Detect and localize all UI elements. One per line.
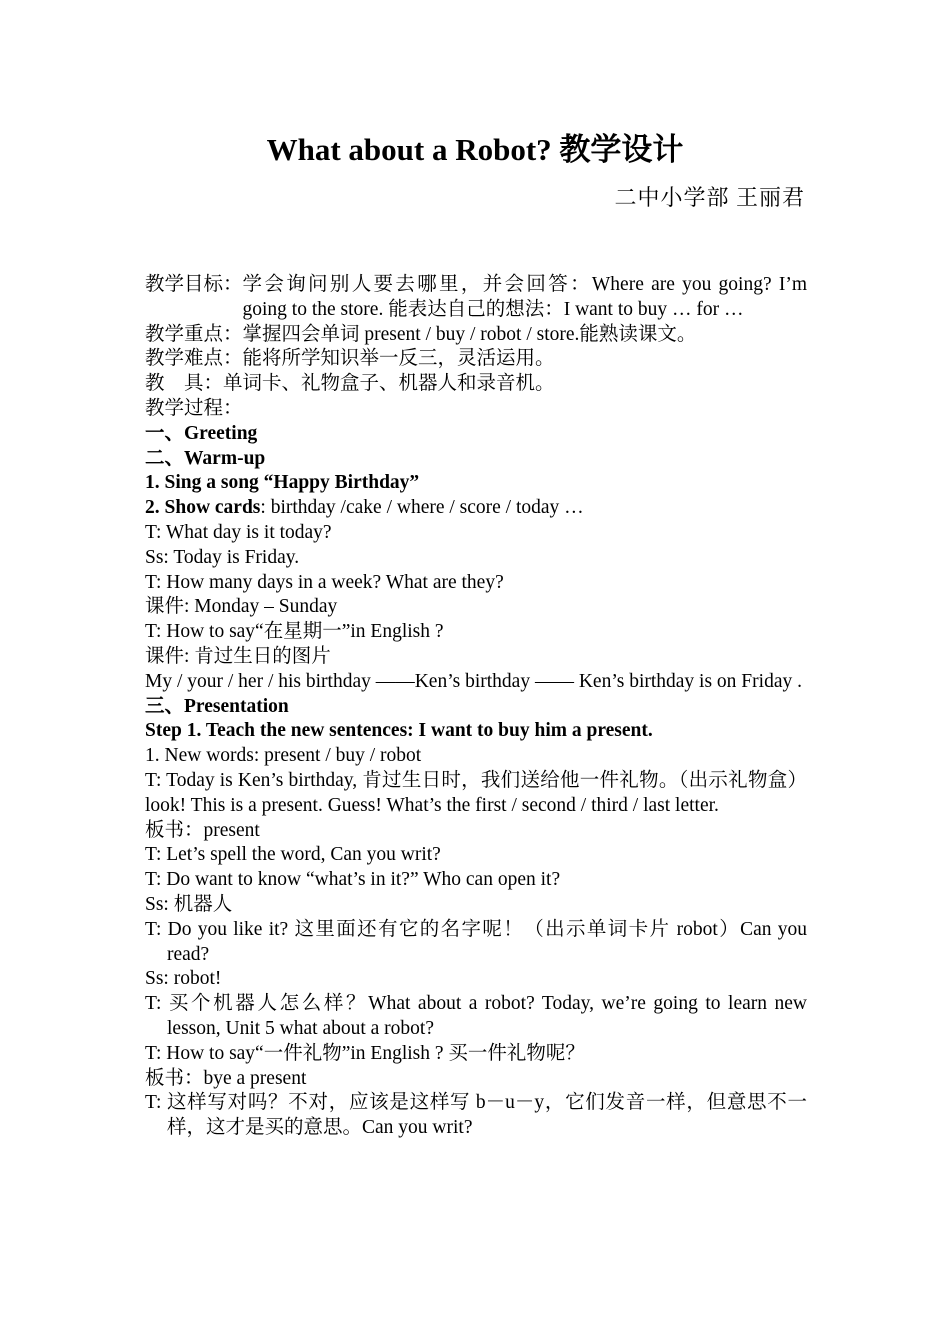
birthday-line: My / your / her / his birthday ——Ken’s birthday —— Ken’s birthday is on Friday . [145, 670, 802, 692]
tools-text: 单词卡、礼物盒子、机器人和录音机。 [223, 373, 555, 395]
tools-row [145, 372, 807, 397]
document-body [145, 273, 807, 1141]
dialogue-line: T: Do want to know “what’s in it?” Who can open it? [145, 869, 561, 891]
section-heading-greeting: 一、Greeting [145, 422, 258, 444]
new-words-line: 1. New words: present / buy / robot [145, 745, 422, 767]
courseware-line: 课件: 肯过生日的图片 [145, 645, 331, 667]
dialogue-line: T: How to say“在星期一”in English ? [145, 621, 444, 643]
dialogue-line: Ss: Today is Friday. [145, 546, 300, 568]
key-points-label: 教学重点： [145, 323, 243, 345]
tools-label: 教 具： [145, 373, 224, 395]
dialogue-line: T: 这样写对吗？不对，应该是这样写 b－u－y，它们发音一样，但意思不一样，这才是买的意思。Can you writ? [145, 1092, 807, 1139]
document-title: What about a Robot? 教学设计 [266, 132, 684, 167]
objectives-text: 学会询问别人要去哪里，并会回答：Where are you going? I’m going to the store. 能表达自己的想法：I want to buy … for … [242, 274, 807, 320]
blackboard-line: 板书：bye a present [145, 1067, 307, 1089]
dialogue-line: T: What day is it today? [145, 521, 332, 543]
author-byline: 二中小学部 王丽君 [614, 185, 805, 210]
section-heading-warmup: 二、Warm-up [145, 447, 266, 469]
dialogue-line: T: Let’s spell the word, Can you writ? [145, 844, 441, 866]
dialogue-line: Ss: robot! [145, 968, 222, 990]
process-label: 教学过程： [145, 397, 243, 419]
show-cards-label: 2. Show cards [145, 497, 261, 519]
show-cards-line [145, 496, 807, 521]
dialogue-line: T: Do you like it? 这里面还有它的名字呢！（出示单词卡片 robot）Can you read? [145, 918, 807, 965]
key-points-text: 掌握四会单词 present / buy / robot / store.能熟读课文。 [242, 323, 697, 345]
dialogue-line: Ss: 机器人 [145, 893, 233, 915]
step-heading: Step 1. Teach the new sentences: I want to buy him a present. [145, 720, 653, 742]
difficulties-label: 教学难点： [145, 348, 243, 370]
dialogue-line: T: Today is Ken’s birthday, 肯过生日时，我们送给他一件礼物。（出示礼物盒）look! This is a present. Guess! What’s the first / second / third / last letter. [145, 769, 807, 816]
difficulties-row [145, 347, 807, 372]
show-cards-text: : birthday /cake / where / score / today … [260, 497, 584, 519]
dialogue-line: T: How many days in a week? What are they? [145, 571, 504, 593]
blackboard-line: 板书：present [145, 819, 260, 841]
difficulties-text: 能将所学知识举一反三，灵活运用。 [242, 348, 555, 370]
sing-song-line: 1. Sing a song “Happy Birthday” [145, 472, 420, 494]
section-heading-presentation: 三、Presentation [145, 695, 289, 717]
key-points-row [145, 323, 807, 348]
objectives-label: 教学目标： [145, 274, 243, 295]
dialogue-line: T: 买个机器人怎么样？What about a robot? Today, we’re going to learn new lesson, Unit 5 what about a robot? [145, 993, 807, 1039]
dialogue-line: T: How to say“一件礼物”in English ? 买一件礼物呢？ [145, 1042, 585, 1064]
objectives-row [145, 273, 807, 323]
courseware-line: 课件: Monday – Sunday [145, 596, 338, 618]
